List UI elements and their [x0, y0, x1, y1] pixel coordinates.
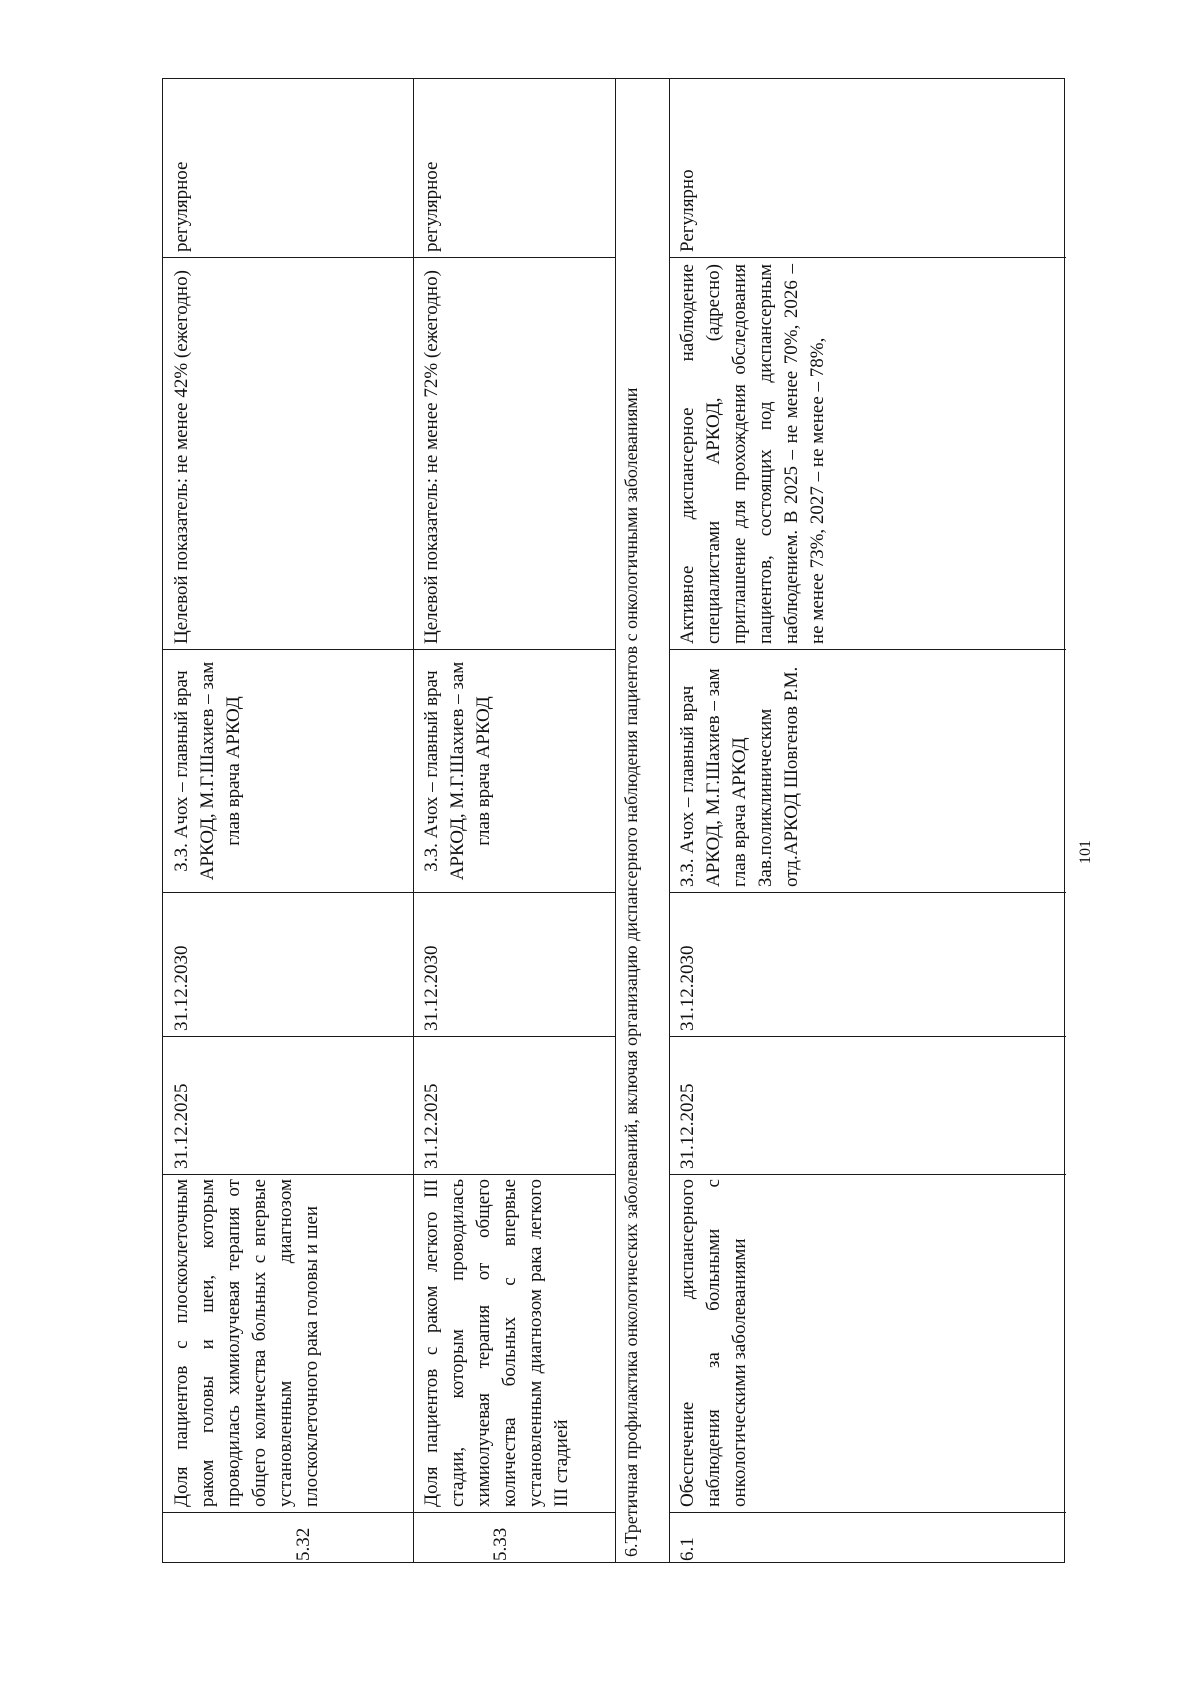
end-date: 31.12.2030: [677, 945, 698, 1031]
result-text: Целевой показатель: не менее 72% (ежегодно): [421, 270, 442, 644]
col-divider: [163, 1512, 413, 1513]
start-date: 31.12.2025: [171, 1083, 192, 1169]
col-divider: [413, 649, 615, 650]
frequency-text: регулярное: [421, 161, 442, 252]
result-text: Активное диспансерное наблюдение специалистами АРКОД, (адресно) приглашение для прохождения обследования пациентов, состоящих под диспансерным наблюдением. В 2025 – не менее 70%, 2026 – не менее 73%, 2027 – не менее – 78%,: [677, 264, 828, 644]
result-text: Целевой показатель: не менее 42% (ежегодно): [171, 270, 192, 644]
end-date: 31.12.2030: [421, 945, 442, 1031]
section-title: 6.Третичная профилактика онкологических заболеваний, включая организацию диспансерного наблюдения пациентов с онкологичными заболеваниями: [621, 387, 641, 1557]
col-divider: [413, 892, 615, 893]
col-divider: [413, 1174, 615, 1175]
col-divider: [669, 257, 1066, 258]
indicator-text: Доля пациентов с раком легкого III стадии, которым проводилась химиолучевая терапия от общего количества больных с впервые установленным диагнозом рака легкого III стадией: [421, 1179, 572, 1507]
responsible-text: З.З. Ачох – главный врач АРКОД, М.Г.Шахиев – зам глав врача АРКОД Зав.поликлиническим отд.АРКОД Шовгенов Р.М.: [677, 666, 802, 887]
row-divider: [615, 79, 616, 1562]
col-divider: [669, 1174, 1066, 1175]
col-divider: [413, 257, 615, 258]
row-number: 5.32: [293, 1527, 314, 1561]
frequency-text: регулярное: [171, 161, 192, 252]
responsible-text: З.З. Ачох – главный врач АРКОД, М.Г.Шахиев – зам глав врача АРКОД: [171, 661, 244, 881]
col-divider: [669, 649, 1066, 650]
col-divider: [163, 1174, 413, 1175]
col-divider: [413, 1512, 615, 1513]
frequency-text: Регулярно: [677, 169, 698, 252]
col-divider: [669, 1512, 1066, 1513]
col-divider: [163, 892, 413, 893]
responsible-text: З.З. Ачох – главный врач АРКОД, М.Г.Шахиев – зам глав врача АРКОД: [421, 661, 494, 881]
table: [162, 78, 1065, 1563]
row-number: 6.1: [677, 1537, 698, 1561]
col-divider: [669, 892, 1066, 893]
row-divider: [413, 79, 414, 1562]
col-divider: [163, 649, 413, 650]
indicator-text: Обеспечение диспансерного наблюдения за больными с онкологическими заболеваниями: [677, 1179, 750, 1507]
page-number: 101: [1077, 840, 1094, 864]
indicator-text: Доля пациентов с плоскоклеточным раком головы и шеи, которым проводилась химиолучевая терапия от общего количества больных с впервые установленным диагнозом плоскоклеточного рака головы и шеи: [171, 1179, 322, 1507]
col-divider: [669, 1036, 1066, 1037]
start-date: 31.12.2025: [421, 1083, 442, 1169]
row-number: 5.33: [490, 1527, 511, 1561]
end-date: 31.12.2030: [171, 945, 192, 1031]
col-divider: [163, 257, 413, 258]
start-date: 31.12.2025: [677, 1083, 698, 1169]
